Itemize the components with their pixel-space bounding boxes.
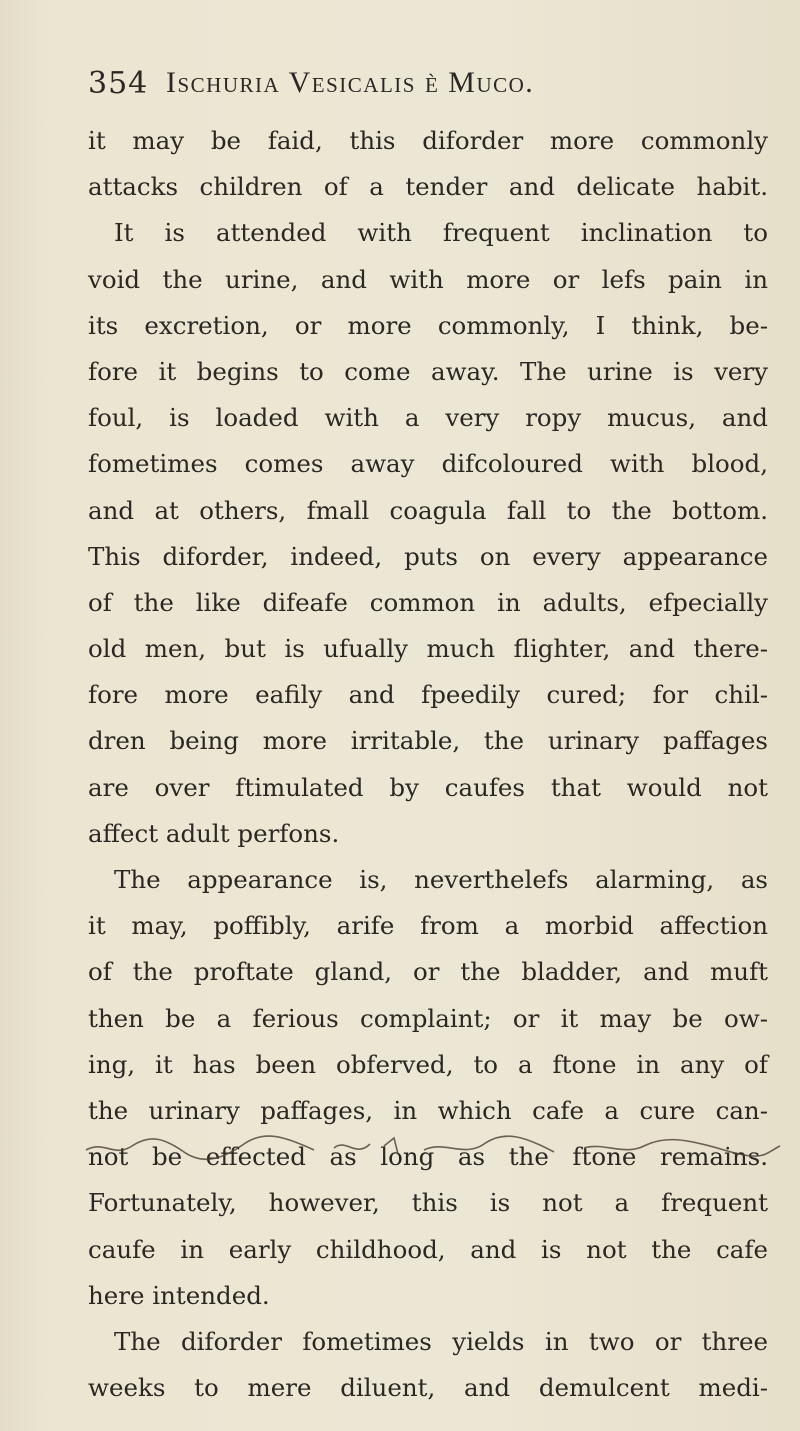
text-line: Fortunately, however, this is not a frequent [88, 1188, 768, 1218]
text-line: fore more eafily and fpeedily cured; for chil- [88, 680, 768, 710]
text-line: of the like difeafe common in adults, efpecially [88, 587, 768, 617]
running-head: Ischuria Vesicalis è Muco. [166, 66, 535, 99]
text-line: not be effected as long as the ftone remains. [88, 1142, 768, 1172]
body-text [88, 118, 768, 1411]
text-line: attacks children of a tender and delicate habit. [88, 172, 768, 202]
text-line: and at others, fmall coagula fall to the bottom. [88, 495, 768, 525]
text-line: void the urine, and with more or lefs pain in [88, 264, 768, 294]
text-line: The appearance is, neverthelefs alarming, as [114, 865, 768, 894]
text-line: fometimes comes away difcoloured with blood, [88, 449, 768, 479]
text-line: ing, it has been obferved, to a ftone in any of [88, 1049, 768, 1079]
text-line: old men, but is ufually much flighter, and there- [88, 634, 768, 664]
text-line: it may, poffibly, arife from a morbid affection [88, 911, 768, 941]
text-line: It is attended with frequent inclination to [114, 218, 768, 248]
text-line: the urinary paffages, in which cafe a cure can- [88, 1095, 768, 1125]
text-line: here intended. [88, 1280, 270, 1310]
text-line: caufe in early childhood, and is not the cafe [88, 1234, 768, 1264]
text-line: then be a ferious complaint; or it may be ow- [88, 1003, 768, 1033]
text-line: The diforder fometimes yields in two or three [114, 1326, 768, 1356]
page-header [88, 60, 728, 110]
text-line: it may be faid, this diforder more commonly [88, 126, 768, 155]
text-line: dren being more irritable, the urinary paffages [88, 726, 768, 756]
text-line: fore it begins to come away. The urine is very [88, 356, 768, 386]
text-line: affect adult perfons. [88, 818, 340, 848]
text-line: are over ftimulated by caufes that would not [88, 772, 768, 802]
page-number: 354 [88, 66, 149, 101]
handwritten-scribble [84, 1128, 784, 1168]
handwritten-annotation [84, 1128, 784, 1168]
text-line: of the proftate gland, or the bladder, and muft [88, 957, 768, 987]
text-line: its excretion, or more commonly, I think, be- [88, 310, 768, 340]
text-line: weeks to mere diluent, and demulcent medi- [88, 1373, 768, 1403]
text-line: This diforder, indeed, puts on every appearance [88, 541, 768, 571]
text-line: foul, is loaded with a very ropy mucus, and [88, 403, 768, 433]
